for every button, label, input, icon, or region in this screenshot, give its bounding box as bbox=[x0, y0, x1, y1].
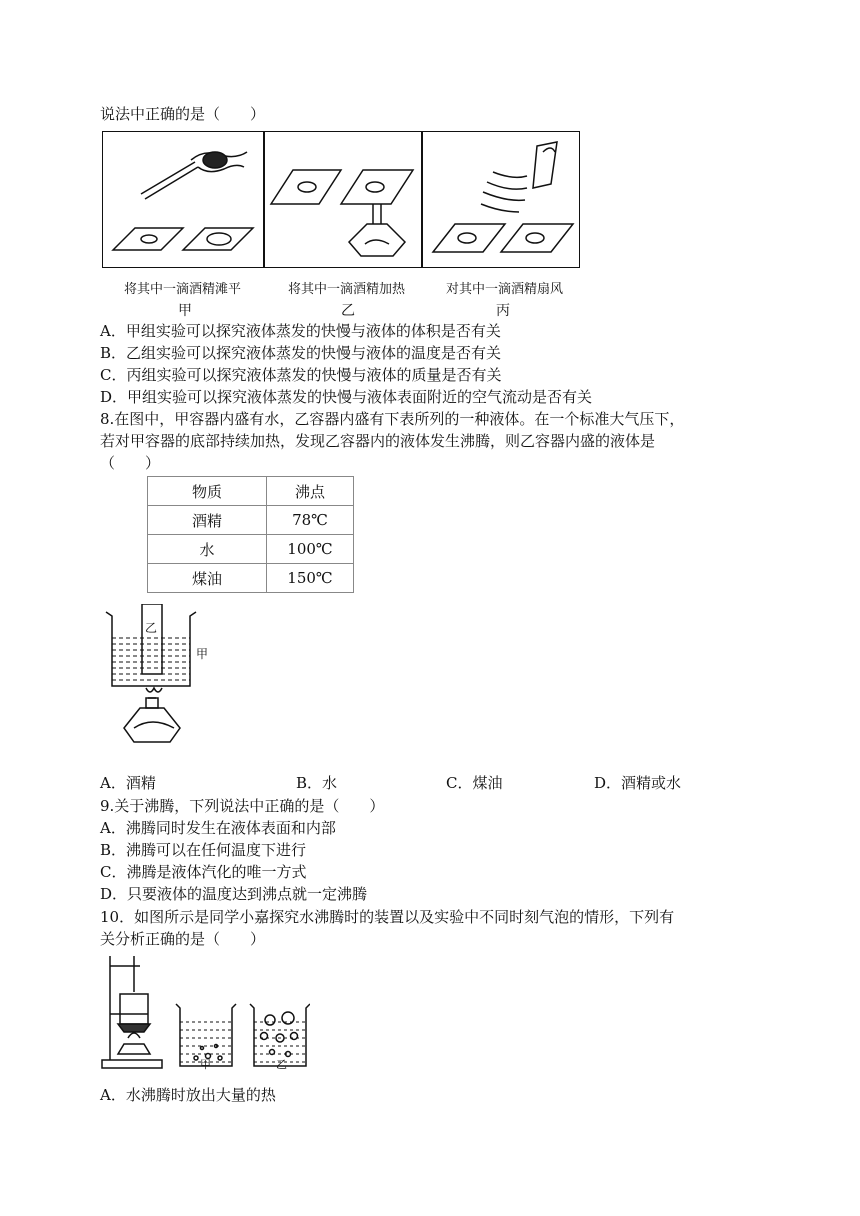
q8-stem-line-3: （ ） bbox=[100, 454, 161, 472]
boiling-apparatus-figure bbox=[100, 952, 310, 1072]
q9-option-c: C．沸腾是液体汽化的唯一方式 bbox=[100, 863, 307, 881]
table-cell: 水 bbox=[148, 535, 267, 564]
q8-option-b: B．水 bbox=[296, 774, 338, 792]
figure-caption-2: 将其中一滴酒精加热 bbox=[288, 282, 406, 297]
q8-option-c: C．煤油 bbox=[446, 774, 503, 792]
beaker-label-2: 乙 bbox=[276, 1058, 287, 1071]
q10-stem-line-2: 关分析正确的是（ ） bbox=[100, 930, 266, 948]
figure-caption-3: 对其中一滴酒精扇风 bbox=[446, 282, 564, 297]
q10-stem-line-1: 10．如图所示是同学小嘉探究水沸腾时的装置以及实验中不同时刻气泡的情形，下列有 bbox=[100, 908, 675, 926]
q7-option-d: D．甲组实验可以探究液体蒸发的快慢与液体表面附近的空气流动是否有关 bbox=[100, 388, 593, 406]
inner-container-label: 乙 bbox=[145, 621, 158, 635]
figure-label-1: 甲 bbox=[178, 303, 192, 319]
q9-stem: 9.关于沸腾，下列说法中正确的是（ ） bbox=[100, 797, 385, 815]
q7-stem-tail: 说法中正确的是（ ） bbox=[100, 105, 266, 123]
table-header-cell: 物质 bbox=[148, 477, 267, 506]
outer-container-label: 甲 bbox=[196, 647, 209, 661]
evaporation-panels-drawing bbox=[103, 132, 581, 269]
q9-option-d: D．只要液体的温度达到沸点就一定沸腾 bbox=[100, 885, 368, 903]
table-cell: 78℃ bbox=[267, 506, 354, 535]
q8-stem-line-2: 若对甲容器的底部持续加热，发现乙容器内的液体发生沸腾，则乙容器内盛的液体是 bbox=[100, 432, 656, 450]
table-header-row bbox=[148, 477, 354, 506]
beaker-label-1: 甲 bbox=[200, 1058, 211, 1071]
q8-stem-line-1: 8.在图中，甲容器内盛有水，乙容器内盛有下表所列的一种液体。在一个标准大气压下， bbox=[100, 410, 685, 428]
q9-option-b: B．沸腾可以在任何温度下进行 bbox=[100, 841, 307, 859]
table-cell: 酒精 bbox=[148, 506, 267, 535]
table-cell: 100℃ bbox=[267, 535, 354, 564]
q10-option-a: A．水沸腾时放出大量的热 bbox=[100, 1086, 276, 1104]
q9-option-a: A．沸腾同时发生在液体表面和内部 bbox=[100, 819, 336, 837]
figure-label-3: 丙 bbox=[496, 303, 510, 319]
q8-option-a: A．酒精 bbox=[100, 774, 156, 792]
table-row bbox=[148, 506, 354, 535]
evaporation-experiment-figure bbox=[102, 131, 580, 268]
boiling-point-table bbox=[147, 476, 354, 593]
q7-option-b: B．乙组实验可以探究液体蒸发的快慢与液体的温度是否有关 bbox=[100, 344, 502, 362]
q8-option-d: D．酒精或水 bbox=[594, 774, 682, 792]
q7-option-a: A．甲组实验可以探究液体蒸发的快慢与液体的体积是否有关 bbox=[100, 322, 501, 340]
q7-option-c: C．丙组实验可以探究液体蒸发的快慢与液体的质量是否有关 bbox=[100, 366, 502, 384]
figure-label-2: 乙 bbox=[341, 303, 355, 319]
table-row bbox=[148, 564, 354, 593]
figure-caption-1: 将其中一滴酒精滩平 bbox=[124, 282, 242, 297]
table-cell: 煤油 bbox=[148, 564, 267, 593]
table-row bbox=[148, 535, 354, 564]
table-cell: 150℃ bbox=[267, 564, 354, 593]
nested-container-figure bbox=[100, 604, 230, 750]
table-header-cell: 沸点 bbox=[267, 477, 354, 506]
